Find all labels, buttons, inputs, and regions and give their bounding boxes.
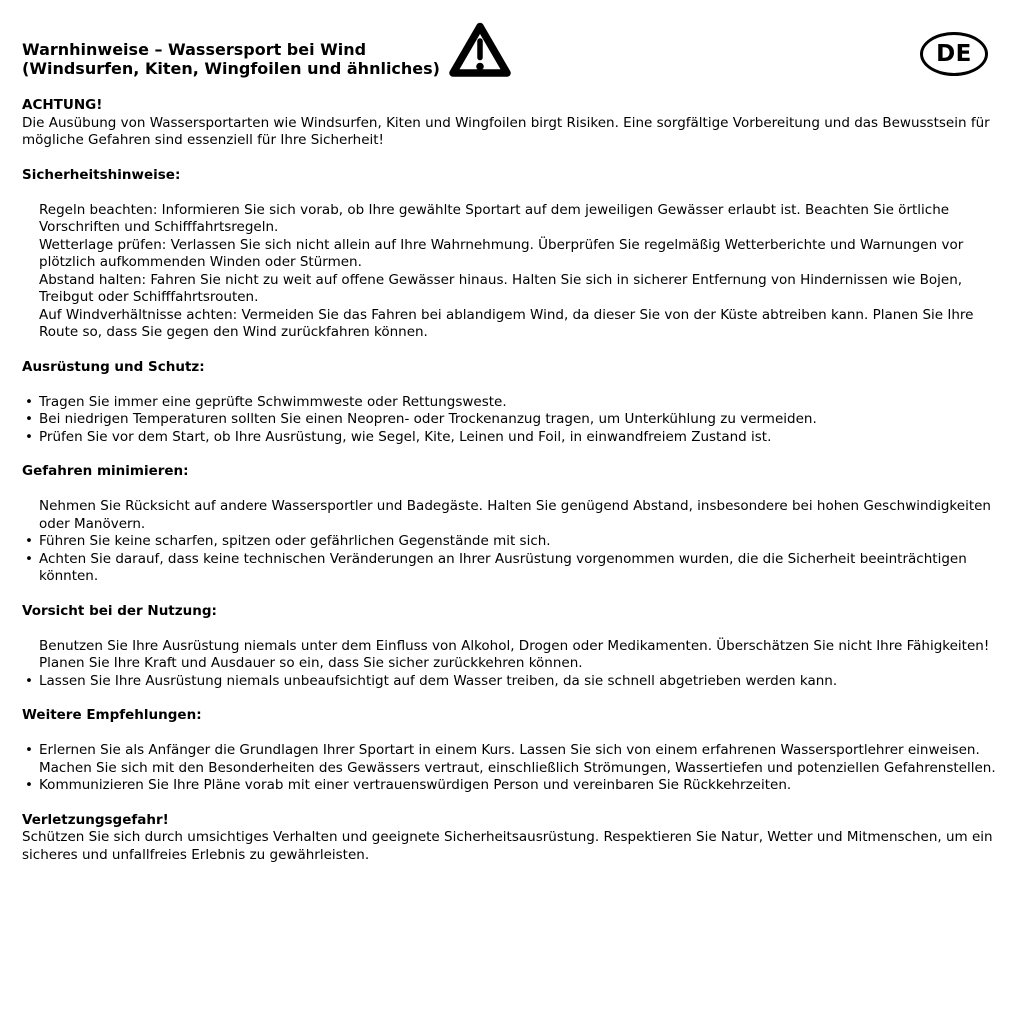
title-line-1: Warnhinweise – Wassersport bei Wind — [22, 40, 367, 59]
section-verletzungsgefahr — [22, 812, 998, 865]
paragraph: Schützen Sie sich durch umsichtiges Verhalten und geeignete Sicherheitsausrüstung. Respektieren Sie Natur, Wetter und Mitmenschen, um ein sicheres und unfallfreies Erlebnis zu gewährleisten. — [22, 829, 993, 863]
section-ausruestung-und-schutz — [22, 359, 998, 447]
list-item: • Prüfen Sie vor dem Start, ob Ihre Ausrüstung, wie Segel, Kite, Leinen und Foil, in einwandfreiem Zustand ist. — [22, 429, 998, 447]
title-line-2: (Windsurfen, Kiten, Wingfoilen und ähnliches) — [22, 59, 440, 78]
section-heading: Ausrüstung und Schutz: — [22, 358, 205, 375]
section-gefahren-minimieren — [22, 463, 998, 586]
document-header — [22, 40, 998, 80]
section-heading: Vorsicht bei der Nutzung: — [22, 602, 217, 619]
section-achtung — [22, 97, 998, 150]
list-item: Benutzen Sie Ihre Ausrüstung niemals unter dem Einfluss von Alkohol, Drogen oder Medikamenten. Überschätzen Sie nicht Ihre Fähigkeiten! Planen Sie Ihre Kraft und Ausdauer so ein, dass Sie sicher zurückkehren können. — [39, 637, 990, 671]
list-item: • Achten Sie darauf, dass keine technischen Veränderungen an Ihrer Ausrüstung vorgenommen wurden, die die Sicherheit beeinträchtigen könnten. — [22, 551, 998, 586]
warning-document — [22, 40, 998, 864]
list-item: • Bei niedrigen Temperaturen sollten Sie einen Neopren- oder Trockenanzug tragen, um Unterkühlung zu vermeiden. — [22, 411, 998, 429]
country-badge-de — [920, 32, 988, 76]
list-item: Machen Sie sich mit den Besonderheiten des Gewässers vertraut, einschließlich Strömungen, Wassertiefen und potenziellen Gefahrenstellen. — [39, 759, 996, 776]
list-item: • Lassen Sie Ihre Ausrüstung niemals unbeaufsichtigt auf dem Wasser treiben, da sie schnell abgetrieben werden kann. — [22, 673, 998, 691]
paragraph: Die Ausübung von Wassersportarten wie Windsurfen, Kiten und Wingfoilen birgt Risiken. Eine sorgfältige Vorbereitung und das Bewusstsein für mögliche Gefahren sind essenziell für Ihre Sicherheit! — [22, 114, 990, 148]
list-item: • Führen Sie keine scharfen, spitzen oder gefährlichen Gegenstände mit sich. — [22, 533, 998, 551]
list-item: • Tragen Sie immer eine geprüfte Schwimmweste oder Rettungsweste. — [22, 394, 998, 412]
list-item: • Kommunizieren Sie Ihre Pläne vorab mit einer vertrauenswürdigen Person und vereinbaren Sie Rückkehrzeiten. — [22, 777, 998, 795]
section-vorsicht-bei-der-nutzung — [22, 603, 998, 691]
section-weitere-empfehlungen — [22, 707, 998, 795]
list-item: Nehmen Sie Rücksicht auf andere Wassersportler und Badegäste. Halten Sie genügend Abstand, insbesondere bei hohen Geschwindigkeiten oder Manövern. — [39, 498, 991, 532]
list-item: Auf Windverhältnisse achten: Vermeiden Sie das Fahren bei ablandigem Wind, da dieser Sie von der Küste abtreiben kann. Planen Sie Ihre Route so, dass Sie gegen den Wind zurückfahren können. — [39, 306, 974, 340]
page-title — [22, 40, 440, 78]
list-item: Regeln beachten: Informieren Sie sich vorab, ob Ihre gewählte Sportart auf dem jeweiligen Gewässer erlaubt ist. Beachten Sie örtliche Vorschriften und Schifffahrtsregeln. — [39, 201, 950, 235]
section-heading: Gefahren minimieren: — [22, 463, 189, 479]
country-code-label: DE — [936, 41, 972, 67]
list-item: • Erlernen Sie als Anfänger die Grundlagen Ihrer Sportart in einem Kurs. Lassen Sie sich von einem erfahrenen Wassersportlehrer einweisen. — [22, 742, 998, 760]
section-heading: Weitere Empfehlungen: — [22, 707, 202, 723]
section-heading: Verletzungsgefahr! — [22, 811, 169, 828]
section-heading: ACHTUNG! — [22, 97, 103, 113]
list-item: Wetterlage prüfen: Verlassen Sie sich nicht allein auf Ihre Wahrnehmung. Überprüfen Sie regelmäßig Wetterberichte und Warnungen vor plötzlich aufkommenden Winden oder Stürmen. — [39, 236, 964, 270]
warning-triangle-icon — [448, 20, 512, 80]
section-sicherheitshinweise — [22, 167, 998, 342]
list-item: Abstand halten: Fahren Sie nicht zu weit auf offene Gewässer hinaus. Halten Sie sich in sicherer Entfernung von Hindernissen wie Bojen, Treibgut oder Schifffahrtsrouten. — [39, 271, 963, 305]
section-heading: Sicherheitshinweise: — [22, 166, 181, 183]
